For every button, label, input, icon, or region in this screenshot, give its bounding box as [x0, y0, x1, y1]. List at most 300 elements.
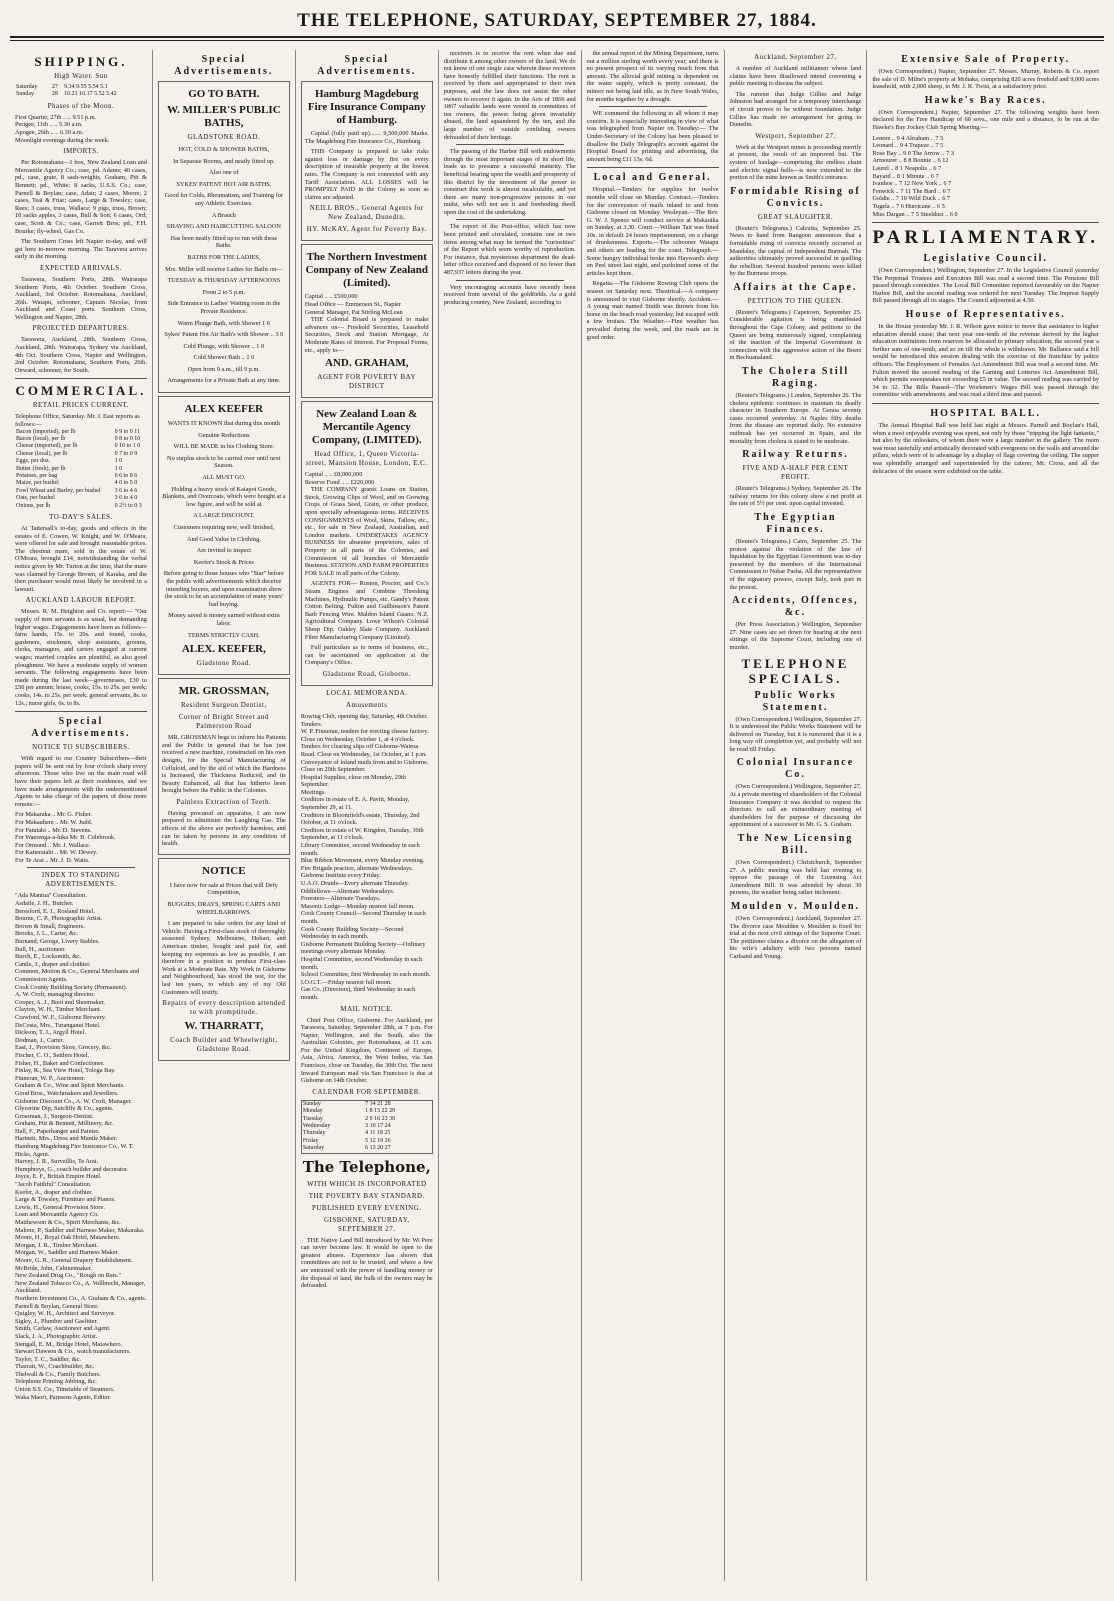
column-4: [439, 50, 582, 1581]
hamburg-text: THIS Company is prepared to take risks against loss or damage by fire on every description of insurable property at the lowest rates. The Company is not connected with any Tariff Association. ALL LOSSES will be PROMPTLY PAID in the Colony as soon as claims are adjusted.: [304, 148, 429, 201]
price-value: 0 9 to 0 11: [114, 428, 141, 435]
keefer-line: Customers requiring new, well finished,: [173, 524, 275, 531]
calendar-dates: 3 10 17 24: [365, 1123, 391, 1130]
index-item: Burnand, George, Livery Stables.: [15, 938, 100, 946]
memo-line: Fire Brigade practice, alternate Wednesdays.: [300, 864, 414, 872]
egypt-heading: The Egyptian Finances.: [754, 511, 837, 535]
baths-line: In Separate Rooms, and neatly fitted up.: [173, 157, 275, 165]
westport-text: Work at the Westport mines is proceeding merrily at present, the result of an improved but. The system of haulage—comprising the endless chain and electric signal bells—is now extended to the portion of the mine known as Smith's entrance.: [729, 143, 862, 182]
memo-line: Meetings.: [300, 788, 326, 796]
index-item: Clayton, W. H., Timber Merchant.: [15, 1006, 102, 1014]
index-item: Thelwall & Co., Family Butchers.: [15, 1370, 101, 1378]
railway-heading: Railway Returns.: [742, 449, 849, 461]
notice-body: I am prepared to take orders for any kind of Vehicle. Having a First-class stock of thoroughly seasoned Sydney, Melbourne, Hobart, and American timber, bought and paid for, and keeping my expenses as low as possible, I am therefore in a position to produce First-class Work at a Moderate Rate. My Work in Gisborne and Neighbourhood, has stood the test, for the last ten years, to which any of my Old Customers will testify.: [161, 920, 286, 996]
grossman-advert: [158, 678, 290, 855]
council-text: (Own Correspondent.) Wellington, September 27. In the Legislative Council yesterday The Perpetual Trustees and Executors Bill was read a second time. The Pensions Bill passed through committee. The Local Bill Committee reported favourably on the Napier Harbor Bill, and the second reading was ordered for next Tuesday. The Imprest Supply Bill passed through all its stages. The Council adjourned at 4.50.: [872, 267, 1099, 305]
auckland-text: A number of Auckland militiamen whose land claims have been disallowed intend convening a public meeting to discuss the subject.: [729, 65, 862, 88]
price-value: 4 0 to 5 0: [114, 480, 138, 487]
editorial-paragraph: the annual report of the Mining Department, turns out a million sterling worth every year, and there is no present prospect of its varying much from that amount. The alluvial gold mining is dependent on the water supply, which is pretty constant, the miners not being laid idle, as in New South Wales, for months together by a drought.: [586, 50, 719, 103]
calendar-dates: 1 8 15 22 29: [365, 1108, 396, 1115]
editorial-paragraph: The passing of the Harbor Bill with endowments through the most important stages of its short life, leads us to presume a successful maturity. The beneficial bearing upon the wealth and prosperity of this district by the investment of the power to construct this work is almost incalculable, and yet there are many non-progressive persons in our midst, who will not see it and foreboding dwell upon the cost of the undertaking.: [443, 148, 576, 216]
index-item: Morgan, W., Saddler and Harness Maker.: [15, 1249, 119, 1257]
baths-line: Warm Plunge Bath, with Shower 1 6: [177, 319, 271, 327]
price-row: [15, 429, 147, 436]
keefer-line: A LARGE DISCOUNT.: [193, 512, 255, 520]
index-item: Quigley, W. H., Architect and Surveyor.: [15, 1310, 116, 1318]
cape-subheading: PETITION TO THE QUEEN.: [747, 296, 844, 305]
commercial-heading: COMMERCIAL.: [15, 383, 147, 399]
baths-name: W. MILLER'S PUBLIC BATHS,: [167, 104, 281, 129]
local-text: Hospital.—Tenders for supplies for twelve months will close on Monday. Contract.—Tenders for the conveyance of mails inland to and from Gisborne closed on Monday. Wesleyan.—The Rev. G. W. J. Spence will conduct service at Makauika on Sunday, at 3.30. Court.—William Tait was fined 10s. in default 24 hours imprisonment, on a charge of drunkenness. Exports.—The schooner Waiapu and others are loading for the coast. Telegraph.—Some hungry individual broke into Hayward's shop on Peel street last night, and purloined some of the articles kept there.: [586, 186, 719, 277]
special-ads-heading: Special Advertisements.: [317, 54, 417, 77]
price-item: Eggs, per doz.: [16, 458, 51, 465]
price-row: [15, 503, 147, 510]
index-item: Waka Maori, Parnsens Agents, Editor.: [15, 1393, 111, 1401]
cholera-heading: The Cholera Still Raging.: [741, 366, 850, 390]
baths-line: SHAVING AND HAIRCUTTING SALOON: [166, 223, 281, 231]
egypt-text: (Reuter's Telegrams.) Cairo, September 25. The protest against the violation of the law of liquidation by the Egyptian Government was to-day presented by the members of the International Commission to Nubar Pasha. All the representatives of the signatory powers, except Italy, took part in the protest.: [729, 537, 862, 591]
price-item: Bacon (imported), per lb: [16, 428, 76, 435]
prices-table: [15, 429, 147, 510]
index-item: "Ada Mantua" Consultation.: [15, 892, 87, 900]
memo-lines: [301, 713, 433, 1002]
price-item: Potatoes, per bag: [16, 473, 58, 480]
price-value: 0 7 to 0 9: [114, 450, 138, 457]
index-item: Large & Towsley, Furniture and Pianos.: [15, 1196, 116, 1204]
nzloan-agents: AGENTS FOR— Ruston, Proctor, and Co.'s Steam Engines and Combine Threshing Machines, Hydraulic Pumps, etc. Gandy's Patent Cotton Belting. Fulton and Guilbinson's Patent Barb Fencing Wire. Maldon Island Guano. N.Z. Agricultural Company. Lowe Wilson's Colonial Sheep Dip. Oakley Slate Company. Auckland Fibre Manufacturing Company (Limited).: [304, 580, 429, 641]
memo-line: Tenders.: [300, 720, 323, 728]
index-item: Burch, E., Locksmith, &c.: [15, 953, 82, 961]
hospital-heading: HOSPITAL BALL.: [930, 408, 1042, 419]
moon-note: Moonlight evenings during the week.: [15, 136, 110, 144]
race-weight-row: Rose Bay .. 9 0 The Arrow .. 7 3: [872, 149, 954, 157]
price-value: 0 8 to 0 10: [114, 436, 141, 443]
divider: [27, 867, 135, 868]
race-weight-row: Leonard .. 9 4 Trapeze .. 7 5: [872, 142, 944, 150]
baths-line: TUESDAY & THURSDAY AFTERNOONS: [167, 277, 281, 285]
races-text: (Own Correspondent.) Napier, September 27. The following weights have been declared for the Free Handicap of 60 sovs., one mile and a distance, to be run at the Hawke's Bay Jockey Club Spring Meeting:—: [872, 108, 1099, 131]
column-2: [153, 50, 296, 1581]
moon-row: First Quarter, 27th .. .. 9.51 p.m.: [15, 113, 97, 121]
calendar-table: [301, 1100, 433, 1154]
southern-cross-note: The Southern Cross left Napier to-day, and will get here to-morrow morning. The Taravera arrives early in the morning.: [15, 238, 147, 261]
index-list: [15, 892, 147, 1401]
sale-text: (Own Correspondent.) Napier, September 27. Messrs. Murray, Roberts & Co. report the sale of D. Milne's property at Mohaka, comprising 820 acres freehold and 9,000 acres leasehold, with 2,000 sheep, to Mr. J. R. Twist, at a satisfactory price.: [872, 68, 1099, 91]
local-heading: Local and General.: [593, 172, 712, 184]
convicts-subheading: GREAT SLAUGHTER.: [757, 212, 834, 221]
notice-title: NOTICE: [202, 864, 246, 877]
divider: [872, 222, 1099, 223]
column-3: [296, 50, 439, 1581]
grossman-anaesthetic: Having procured an apparatus, I am now prepared to administer the Laughing Gas. The effects of the above are perfectly harmless, and can be taken by persons in any condition of health.: [161, 809, 286, 848]
nzloan-reserve: Reserve Fund .. .. £220,000: [304, 478, 375, 486]
index-item: Stengall, E. M., Bridge Hotel, Matawhero.: [15, 1340, 123, 1348]
divider: [15, 711, 147, 712]
races-heading: Hawke's Bay Races.: [924, 94, 1047, 106]
columns: [10, 50, 1104, 1581]
baths-line: BATHS FOR THE LADIES,: [187, 253, 261, 261]
memo-line: Creditors in estate of W. Kingdon, Tuesday, 30th September, at 11 o'clock.: [300, 826, 424, 842]
agent-row: For Makauhere .. Mr. W. Judd.: [15, 818, 93, 826]
notice-repairs: Repairs of every description attended to with promptitude.: [162, 999, 286, 1017]
memo-line: Cook County Building Society—Second Wednesday in each month.: [300, 925, 404, 941]
calendar-row: [301, 1123, 432, 1130]
race-weight-row: Fenwick .. 7 11 The Bard .. 6 7: [872, 187, 951, 195]
index-item: Finlay, R., Sea View Hotel, Tologa Bay.: [15, 1067, 116, 1075]
index-heading: INDEX TO STANDING ADVERTISEMENTS.: [41, 871, 120, 889]
memo-line: Hospital Supplies, close on Monday, 29th September.: [300, 773, 406, 789]
price-item: Cheese (local), per lb: [16, 450, 68, 457]
keefer-line: Before going to those houses who "Star" before the public with advertisements which deceive intending buyers, and upon examination show the stock to be an accumulation of many years' bad buying.: [163, 570, 284, 608]
keefer-line: Keefer's Stock & Prices: [193, 558, 254, 566]
notice-signature: W. THARRATT,: [184, 1020, 264, 1033]
index-item: Lewis, H., General Provision Store.: [15, 1203, 105, 1211]
index-item: Cooper, A. J., Boot and Shoemaker.: [15, 998, 105, 1006]
agent-row: For Waerenga-a-hika Mr. B. Colebrook.: [15, 834, 116, 842]
keefer-line: Are invited to inspect: [196, 547, 252, 555]
paper-subtitle-3: PUBLISHED EVERY EVENING.: [311, 1203, 422, 1212]
moon-heading: Phases of the Moon.: [47, 101, 115, 110]
agent-row: For Te Arai .. Mr. J. D. Watts.: [15, 856, 90, 864]
index-item: Smith, Carlaw, Auctioneer and Agent.: [15, 1325, 111, 1333]
index-item: Northern Investment Co., A. Graham & Co., agents.: [15, 1294, 147, 1302]
keefer-signature: ALEX. KEEFER,: [181, 643, 266, 656]
calendar-dates: 2 9 16 23 30: [365, 1115, 396, 1122]
index-item: Graham, Pitt & Bennett, Millinery, &c.: [15, 1120, 114, 1128]
index-item: Loan and Mercantile Agency Co.: [15, 1211, 99, 1219]
tharratt-advert: [158, 858, 290, 1061]
keefer-line: TERMS STRICTLY CASH.: [187, 631, 260, 639]
calendar-row: [301, 1100, 432, 1108]
index-item: Taylor, T. C., Saddler, &c.: [15, 1355, 81, 1363]
divider: [456, 219, 564, 220]
hamburg-title: Hamburg Magdeburg Fire Insurance Company of Hamburg.: [307, 88, 426, 126]
divider: [599, 106, 707, 107]
projected-heading: PROJECTED DEPARTURES.: [32, 324, 130, 333]
rumour-text: The rumour that Judge Gillies and Judge Johnston had arranged for a temporary interchange of circuit proves to be without foundation. Judge Gillies has made no arrangement for going to Dunedin.: [729, 90, 862, 129]
tide-date: 28: [51, 91, 58, 98]
expected-text: Tarawera, Southern Ports, 28th. Wairarapa Southern Ports, 4th October. Southern Cross, Auckland, 3rd October. Rotomahana, Auckland, 26th. Waiapu, schooner, Captain Nicolas, from Auckland and Coast ports. Southern Cross, Wellington and Napier, 28th.: [15, 275, 147, 321]
editorial-paragraph: Very encouraging accounts have recently been received from several of the goldfields. As a gold producing country, New Zealand, according to: [443, 283, 576, 306]
baths-line: Side Entrance to Ladies' Waiting room in the Private Residence.: [167, 300, 281, 315]
imports-text: Per Rotomahana—1 box, New Zealand Loan and Mercantile Agency Co.; case, pd. Adams; 40 cases, pd., case, grate, 8 sash-weights, Graham, Pitt & Bennett; pd., White; 8 sacks, U.S.S. Co.; case, Parnell & Boylan; case, Adair; 2 cases, Moore; 2 cases, Teat & Friar; cases, Large & Towsley; case, Rees; 3 cases, truss, Wallace; 9 pigs, truss, Brown; 10 sacks apples, 3 cases, Bull & Son; 6 cases, Ord; case, Scott & Co.; case, Garrett Bros; pd., F.H. Bourke; fly-wheel, Gas Co.: [15, 159, 147, 235]
calendar-day: Saturday: [302, 1145, 325, 1152]
local-text: Regatta.—The Gisborne Rowing Club opens the season on Saturday next. Theatrical.—A company is announced to visit Gisborne shortly. Accident.—A young man named Smith was thrown from his horse on the beach road yesterday, but escaped with a few bruises. The Weather.—Fine weather has prevailed during the week, and the roads are in good order.: [586, 280, 719, 341]
divider: [456, 144, 564, 145]
tide-row: [15, 91, 147, 98]
index-item: Dodman, J., Carter.: [15, 1036, 64, 1044]
memo-line: U.A.O. Druids—Every alternate Thursday.: [300, 880, 409, 887]
index-item: Hamburg Magdeburg Fire Insurance Co., W. T. Hicks, Agent.: [15, 1143, 134, 1158]
sales-text: At Tattersall's to-day, goods and effects in the estates of E. Cowen, W. Knight, and W. O'Meara, were offered for sale and brought reasonable prices. The chestnut mare, sold in the estate of W. O'Meara, brought £14, notwithstanding the verbal notice given by Mr. Turton at the time, that the mare was claimed by George Brown, of Karaka, and the then purchaser would most likely be involved in a lawsuit.: [15, 525, 147, 593]
licensing-heading: The New Licensing Bill.: [737, 833, 854, 857]
moulden-text: (Own Correspondent.) Auckland, September 27. The divorce case Moulden v. Moulden is fixed for trial at the next civil sittings of the Supreme Court. The petitioner claims a divorce on the allegation of his wife's adultery with two persons named Carlsand and Young.: [729, 915, 862, 960]
index-item: Finneran, W. P., Auctioneer.: [15, 1074, 86, 1082]
price-row: [15, 458, 147, 465]
index-item: Dickson, T. J., Argyll Hotel.: [15, 1029, 86, 1037]
baths-line: Sykes' Patent Hot Air Bath's with Shower .. 3 0: [164, 331, 284, 339]
index-item: DeCosta, Mrs., Turanganui Hotel.: [15, 1021, 101, 1029]
index-item: Sigley, J., Plumber and Gasfitter.: [15, 1317, 98, 1325]
races-list: [872, 135, 1099, 219]
shipping-heading: SHIPPING.: [34, 54, 128, 69]
memo-line: I.O.G.T.—Friday nearest full moon.: [300, 978, 392, 986]
price-item: Cheese (imported), per lb: [16, 443, 78, 450]
keefer-line: No surplus stock to be carried over until next Season.: [167, 454, 281, 470]
northern-row: Capital .. .. £500,000: [304, 293, 358, 301]
column-6: [725, 50, 868, 1581]
divider: [456, 280, 564, 281]
keefer-title: ALEX KEEFER: [184, 403, 264, 416]
works-text: (Own Correspondent.) Wellington, September 27. It is understood the Public Works Statement will be delivered on Tuesday, but it is rumoured that it is a long way off completion yet, and probably will not be read till Friday.: [729, 715, 862, 753]
sales-heading: TO-DAY'S SALES.: [49, 513, 113, 522]
tide-row: [15, 84, 147, 91]
moon-row: Perigee, 11th .. .. 5.30 a.m.: [15, 121, 83, 129]
memo-line: Tenders for clearing slips off Gisborne-Wairoa Road. Close on Wednesday, 1st October, at 1 p.m.: [300, 743, 427, 758]
divider: [15, 378, 147, 379]
calendar-dates: 4 11 18 25: [365, 1130, 391, 1137]
accidents-heading: Accidents, Offences, &c.: [732, 595, 859, 619]
hamburg-advert: [301, 81, 433, 241]
race-weight-row: Tugela .. 7 6 Hurricane .. 6 5: [872, 202, 945, 210]
northern-row: General Manager, Pat Stirling McLean: [304, 308, 403, 316]
index-item: Crawford, W. F., Gisborne Brewery.: [15, 1013, 106, 1021]
cholera-text: (Reuter's Telegrams.) London, September 26. The cholera epidemic continues to maintain its deadly character in Southern Europe. At Genoa seventy cases occurred yesterday. At Naples fifty deaths from the disease are reported daily. No extensive outbreak has yet occurred in Spain, and the mortality from cholera is stated to be moderate.: [729, 392, 862, 445]
race-weight-row: Lenore .. 9 4 Abraham .. 7 5: [872, 134, 944, 142]
index-item: Joyce, E. F., British Empire Hotel.: [15, 1173, 102, 1181]
calendar-day: Friday: [302, 1137, 319, 1144]
index-item: Tharratt, W., Coachbuilder, &c.: [15, 1363, 95, 1371]
sale-heading: Extensive Sale of Property.: [901, 54, 1071, 65]
index-item: Harvey, J. R., Surveillis, Te Arai.: [15, 1158, 99, 1166]
keefer-line: WILL BE MADE in his Clothing Store.: [173, 443, 275, 451]
baths-line: Arrangements for a Private Bath at any time.: [167, 377, 281, 385]
index-item: New Zealand Tobacco Co., A. Vollbrecht, Manager, Auckland.: [15, 1279, 146, 1295]
memo-line: Conveyance of inland mails from and to Gisborne. Close on 29th September.: [300, 758, 429, 774]
price-value: 1 0: [114, 458, 123, 465]
westport-dateline: Westport, September 27.: [755, 131, 836, 140]
baths-line: SYKES' PATENT HOT AIR BATHS,: [176, 180, 272, 188]
keefer-line: Holding a heavy stock of Kaiapoi Goods, Blankets, and Overcoats, which were bought at a low figure, and will be sold at: [162, 485, 286, 508]
price-row: [15, 443, 147, 450]
grossman-title: MR. GROSSMAN,: [178, 685, 269, 698]
race-weight-row: Armourer .. 8 8 Bonnie .. 6 12: [872, 157, 949, 165]
baths-line: Open from 9 a.m., till 9 p.m.: [187, 365, 260, 373]
accidents-text: (Per Press Association.) Wellington, September 27. Nine cases are set down for hearing at the next sittings of the Supreme Court, including one of murder.: [729, 621, 862, 651]
calendar-dates: 7 14 21 28: [365, 1100, 391, 1107]
price-value: 3 6 to 4 0: [114, 495, 138, 502]
index-item: Bull, H., auctioneer.: [15, 945, 66, 953]
price-item: Oats, per bushel: [16, 495, 55, 502]
calendar-row: [301, 1138, 432, 1145]
calendar-row: [301, 1130, 432, 1137]
memo-line: Masonic Lodge—Monday nearest full moon.: [300, 902, 415, 910]
paper-logo: The Telephone,: [302, 1157, 431, 1176]
index-item: Good Bros., Watchmakers and Jewellers.: [15, 1089, 119, 1097]
memo-line: Library Committee, second Wednesday in each month.: [300, 842, 420, 857]
northern-text: THE Colonial Board is prepared to make advances on— Freehold Securities, Leasehold Securities, Stock and Station Mortgage, At Moderate Rates of Interest. For Proposal Forms, etc., apply to—: [304, 316, 429, 354]
memo-line: Gisborne Institute every Friday.: [300, 872, 381, 880]
calendar-row: [301, 1108, 432, 1115]
index-item: Moore, G. R., General Drapery Establishment.: [15, 1256, 133, 1264]
hamburg-sub-agent: HY. McKAY, Agent for Poverty Bay.: [306, 225, 427, 234]
memo-line: W. P. Finneran, tenders for erecting cheese factory. Close on Wednesday, October 1, at 4 o'clock.: [300, 728, 429, 743]
index-item: New Zealand Drug Co., "Rough on Rats.": [15, 1272, 122, 1280]
baths-line: Mrs. Miller will receive Ladies for Baths on—: [165, 265, 283, 273]
price-row: [15, 488, 147, 495]
notice-heading: NOTICE TO SUBSCRIBERS.: [32, 743, 130, 752]
notice-text: With regard to our Country Subscribers—their papers will be sent out by four o'clock sharp every afternoon. Those who live on the main road will have their papers left at their residences, and we have made arrangements with the undermentioned Agents to take charge of the papers of those more remote:—: [15, 755, 147, 808]
index-item: East, J., Provision Store, Grocery, &c.: [15, 1044, 111, 1052]
editorial-paragraph: receivers is to receive the rent when due and distribute it among other owners of the land. We do not know of one single case wherein these receivers have honestly fulfilled their functions. The rent is received by them and appropriated to their own purposes, and the law does not assist the other owners to recover it again. In the Acts of 1866 and 1867 valuable lands were vested in committees of ten owners, the power being given invariably abused, the land squandered by the ten, and the large number of outside confiding owners defrauded of their heritage.: [443, 50, 576, 141]
paper-subtitle-1: WITH WHICH IS INCORPORATED: [306, 1179, 427, 1188]
index-item: Morgan, J. R., Timber Merchant.: [15, 1241, 98, 1249]
index-item: Grossman, J., Surgeon-Dentist.: [15, 1112, 94, 1120]
nzloan-footer: Full particulars as to terms of business, etc., can be ascertained on application at the Company's Office.: [304, 644, 429, 667]
nzloan-text: THE COMPANY grants Loans on Station, Stock, Growing Clips of Wool, and on Growing Crops of Grass Seed, Grain, or other produce, upon specially advantageous terms. RECEIVES CONSIGNMENTS of Wool, Skins, Tallow, etc., etc., for sale in New Zealand, Australian, and London markets. UNDERTAKES AGENCY BUSINESS for absentee proprietors, sales of Property in all parts of the Colonies, and Commission of all branches of Mercantile Business. STATION AND FARM PROPERTIES FOR SALE in all parts of the Colony.: [304, 486, 429, 577]
tide-times: 10.21 10.17 5.52 5.42: [64, 91, 117, 98]
keefer-line: And Good Value in Clothing,: [186, 535, 261, 543]
baths-line: HOT, COLD & SHOWER BATHS,: [178, 146, 270, 153]
nzloan-address: Gladstone Road, Gisborne.: [322, 669, 411, 678]
baths-line: Good for Colds, Rheumatism, and Training for any Athletic Exercises.: [164, 192, 283, 207]
index-item: Parnell & Boylan, General Store.: [15, 1302, 99, 1310]
price-row: [15, 466, 147, 473]
index-item: A. W. Croft, managing director.: [15, 991, 95, 999]
baths-line: From 2 to 5 p.m.: [202, 288, 246, 296]
index-item: "Jacob Faithful" Consultation.: [15, 1181, 92, 1189]
column-7: [867, 50, 1104, 1581]
keefer-line: Money saved is money earned without extra labor.: [168, 612, 280, 627]
price-item: Fowl Wheat and Barley, per bushel: [16, 487, 101, 494]
memo-line: Cook County Council—Second Thursday in each month.: [300, 910, 426, 925]
index-item: Beresford, E. J., Rosland Hotel.: [15, 907, 95, 915]
price-item: Butter (fresh), per lb: [16, 465, 66, 472]
race-weight-row: Ivanhoe .. 7 12 New York .. 6 7: [872, 180, 952, 188]
keefer-line: ALL MUST GO.: [202, 474, 246, 482]
council-heading: Legislative Council.: [923, 253, 1048, 265]
memo-line: Creditors in estate of E. A. Pavitt, Monday, September 29, at 11.: [300, 796, 410, 812]
baths-line: Also one of: [209, 169, 239, 177]
licensing-text: (Own Correspondent.) Christchurch, September 27. A public meeting was held last evening to oppose the passage of the Licensing Act Amendment Bill. It was attended by about 30 persons, the weather being rather inclement.: [729, 859, 862, 897]
index-item: Moore, H., Royal Oak Hotel, Matawhero.: [15, 1234, 121, 1242]
index-item: Brown & Small, Engineers.: [15, 922, 85, 930]
hospital-text: The Annual Hospital Ball was held last night at Messrs. Parnell and Boylan's Hall, when a most enjoyable evening was spent, not only by those "tripping the light fantastic," but also by the onlookers, of whom there were a large number in the gallery. The room was most tastefully and artistically decorated with evergreens on the walls and around the pillars, which were of to advantage by a display of flags covering the ceiling. The supper was splendidly arranged and superintended by the caterer, Mr. Cross, and all the delicacies of the season were exhibited on the table.: [872, 422, 1099, 475]
price-row: [15, 495, 147, 502]
index-item: Malone, P., Saddler and Harness Maker, Makaraka.: [15, 1226, 145, 1234]
memo-line: Gas Co. (Directors), third Wednesday in each month.: [300, 986, 416, 1001]
index-item: Gisborne Discount Co., A. W. Croft, Manager.: [15, 1097, 132, 1105]
memo-line: Blue Ribbon Movement, every Monday evening.: [300, 857, 425, 865]
memo-line: Rowing Club, opening day, Saturday, 4th October.: [300, 712, 428, 720]
expected-heading: EXPECTED ARRIVALS.: [39, 263, 122, 272]
index-item: Asdaile, J. H., Butcher.: [15, 900, 74, 908]
calendar-day: Monday: [302, 1108, 323, 1115]
index-item: Telephone Printing Jobbing, &c.: [15, 1378, 97, 1386]
calendar-row: [301, 1116, 432, 1123]
grossman-address: Corner of Bright Street and Palmerston Road: [178, 713, 269, 731]
index-item: Graham & Co., Wine and Spirit Merchants.: [15, 1082, 125, 1090]
special-ads-heading: Special Advertisements.: [31, 716, 131, 740]
auckland-dateline: Auckland, September 27.: [754, 53, 837, 61]
memo-line: School Committee, first Wednesday in each month.: [300, 971, 431, 979]
convicts-text: (Reuter's Telegrams.) Calcutta, September 25. News to hand from Rangoon announces that a formidable rising of convicts recently occurred at Mandalay, the capital of Independent Burmah. The authorities ultimately proved successful in quelling the rebellion. Several hundred persons were killed by the Burmese troops.: [729, 224, 862, 278]
calendar-day: Thursday: [302, 1130, 326, 1137]
calendar-day: Wednesday: [302, 1123, 331, 1130]
paper-subtitle-2: THE POVERTY BAY STANDARD.: [308, 1191, 425, 1200]
masthead-title: THE TELEPHONE, SATURDAY, SEPTEMBER 27, 1884.: [297, 10, 817, 31]
labour-heading: AUCKLAND LABOUR REPORT.: [25, 596, 137, 605]
keefer-lines: [162, 420, 286, 639]
memo-line: Foresters—Alternate Tuesdays.: [300, 895, 381, 903]
price-value: 3 6 to 4 6: [114, 487, 138, 494]
price-item: Onions, per lb: [16, 502, 51, 509]
northern-title: The Northern Investment Company of New Zealand (Limited).: [305, 251, 429, 290]
calendar-day: Tuesday: [302, 1115, 323, 1122]
memo-line: Gisborne Permanent Building Society—Ordinary meetings every alternate Monday.: [300, 940, 426, 956]
labour-text: Messrs. R. M. Heighton and Co. report:— "Our supply of men servants is as usual, but demanding higher wages. Engagements have been as follows—farm hands, 15s. to 20s. and found, cooks, gardeners, stockmen, shop assistants, grooms, clerks, managers, and carters engaged at current wages; married couples are plentiful, as also good ploughmen. We have a moderate supply of women servants. The following engagements have been made during the last week—governesses, £30 to £50 per annum; house, cooks, 15s. to 25s. per week; cooks, 14s. to 25s. per week; general servants, 8s. to 12s.; nurse girls, 6s. to 8s.: [15, 608, 147, 707]
memo-subheading: Amusements: [345, 700, 388, 709]
editorial-paragraph: The report of the Post-office, which has now been printed and circulated, contains one or two items among what may be termed the "curiosities" of the Report which seem worthy of reproduction. For instance, that mysterious department the dead-letter office received and disposed of no fewer than 487,937 letters during the year.: [443, 223, 576, 277]
divider: [872, 403, 1099, 404]
agent-row: For Patutahi .. Mr. D. Stevens.: [15, 826, 92, 834]
paper-date: GISBORNE, SATURDAY, SEPTEMBER 27.: [323, 1215, 410, 1233]
price-value: 0 10 to 1 0: [114, 443, 141, 450]
index-item: Bourne, C. P., Photographic Artist.: [15, 915, 103, 923]
grossman-teeth: Painless Extraction of Teeth.: [176, 797, 272, 806]
works-heading: Public Works Statement.: [754, 689, 837, 713]
mail-heading: MAIL NOTICE.: [340, 1004, 394, 1013]
notice-text: I have now for sale at Prices that will Defy Competition,: [169, 881, 278, 897]
column-1: [10, 50, 153, 1581]
price-row: [15, 480, 147, 487]
calendar-heading: CALENDAR FOR SEPTEMBER.: [312, 1087, 422, 1096]
tides-table: [15, 84, 147, 99]
house-text: In the House yesterday Mr. J. R. Wilson gave notice to move that assistance to higher education should cease; that next year one-tenth of the revenue derived by the higher education institutions from reserves be allocated to primary education; the second year a further sum of one-tenth, and so on till the whole is withdrawn. Mr. Ballance said a bill would be introduced this session dealing with the exercise of the franchise by police officers. The Employment of Females Act Amendment Bill was read a second time. Mr. Fulton moved the second reading of the Gaming and Lotteries Act Amendment Bill, which permits sweepstakes not exceeding £5 in value. The second reading was carried by 34 to 32. The Bills Passed—The Workmen's Wages Bill was passed through the committee with amendments, and was read a third time and passed.: [872, 323, 1099, 399]
index-item: Brooks, J. L., Carter, &c.: [15, 930, 79, 938]
projected-text: Tarawera, Auckland, 28th. Southern Cross, Auckland, 28th. Wairarapa, Sydney via Auckland, 4th Oct. Southern Cross, Napier and Wellington, 2nd October. Rotomahana, Southern Ports, 26th. Onward, schooner, for South.: [15, 336, 147, 374]
parliament-heading: PARLIAMENTARY.: [872, 227, 1099, 249]
keefer-advert: [158, 396, 290, 675]
hamburg-agent: NEILL BROS., General Agents for New Zealand, Dunedin.: [309, 204, 424, 222]
grossman-subtitle: Resident Surgeon Dentist,: [181, 701, 267, 710]
divider: [587, 167, 719, 168]
editorial-paragraph: WE commend the following to all whom it may concern. It is especially interesting in view of what was telegraphed from Napier on Tuesday:— The Under-Secretary of the Colony has been pleased to disallow the Daily Telegraph's account against the Hospital Board for printing and advertising, the amount being £11 13s. 6d.: [586, 110, 719, 163]
index-item: Humphreys, G., coach builder and decorator.: [15, 1165, 129, 1173]
mail-text: Chief Post Office, Gisborne. For Auckland, per Tarawera, Saturday, September 28th, at 7 p.m. For Napier, Wellington, and the South, also the Australian Colonies, per Rotomahana, at 11 a.m. For the United Kingdom, Continent of Europe, Asia, Africa, America, the West Indies, via San Francisco, close on Tuesday, the 30th Oct. The next Inward European mail via San Francisco is due at Gisborne on 14th October.: [300, 1016, 433, 1085]
baths-address: GLADSTONE ROAD.: [187, 133, 261, 141]
memo-line: Creditors in Bloomfield's estate, Thursday, 2nd October, at 11 o'clock.: [300, 811, 420, 827]
specials-heading: TELEPHONE SPECIALS.: [741, 655, 850, 686]
index-item: Fisher, H., Baker and Confectioner.: [15, 1059, 105, 1067]
northern-advert: [301, 244, 433, 398]
index-item: McBride, John, Cabinetmaker.: [15, 1264, 93, 1272]
baths-title: GO TO BATH.: [188, 88, 260, 100]
price-item: Maize, per bushel: [16, 480, 59, 487]
moon-row: Apogee, 26th .. .. 6.30 a.m.: [15, 129, 84, 136]
index-item: Hall, F., Paperhanger and Painter.: [15, 1127, 100, 1135]
baths-line: Cold Shower Bath .. 1 0: [193, 354, 255, 362]
newspaper-page: [10, 10, 1104, 1581]
agent-row: For Makaraka .. Mr. G. Fisher.: [15, 811, 92, 819]
index-item: Union S.S. Co., Timetable of Steamers.: [15, 1386, 115, 1394]
northern-row: Head Office — Emmerson St., Napier: [304, 300, 402, 308]
tide-times: 9.34 9.55 5.54 5.1: [64, 84, 108, 90]
index-item: Common, Motion & Co., General Merchants and Commission Agents.: [15, 968, 139, 983]
index-item: Keefer, A., draper and clothier.: [15, 1188, 93, 1196]
graham-sub: AGENT FOR POVERTY BAY DISTRICT: [317, 373, 417, 391]
column-5: [582, 50, 725, 1581]
